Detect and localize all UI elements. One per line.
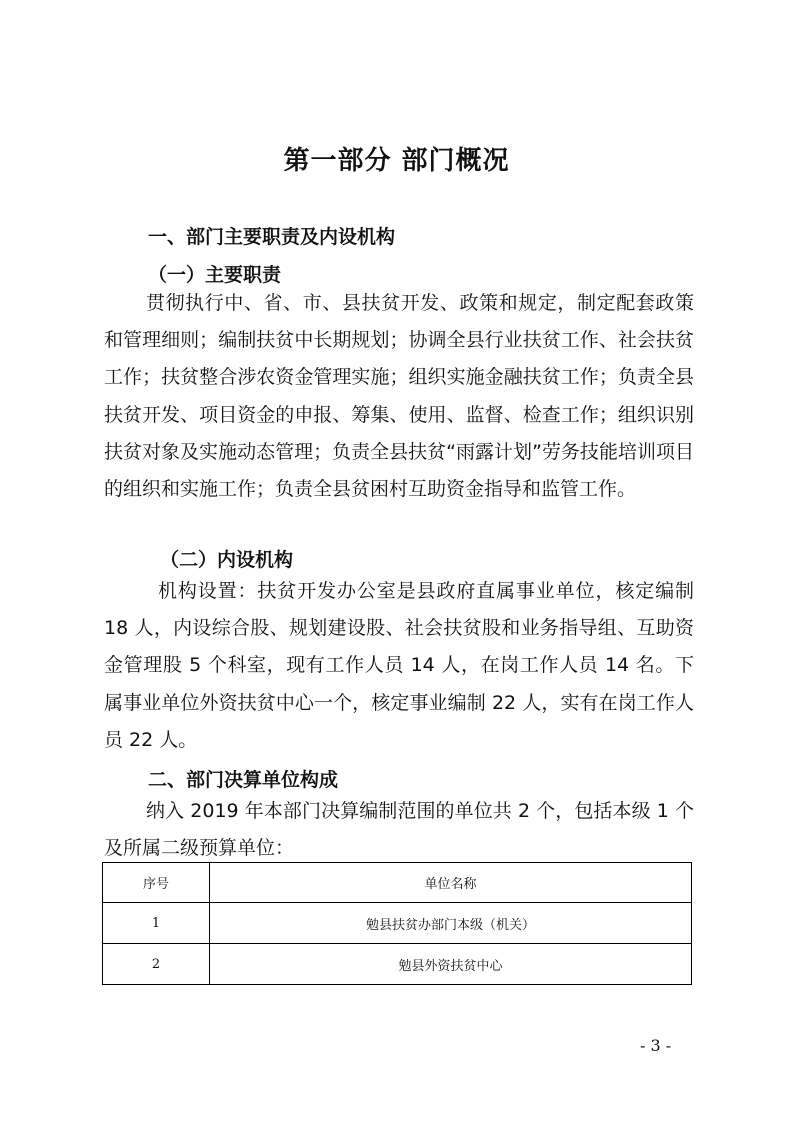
page-number: - 3 - xyxy=(640,1036,672,1055)
main-duties-paragraph: 贯彻执行中、省、市、县扶贫开发、政策和规定，制定配套政策和管理细则；编制扶贫中长期规划；协调全县行业扶贫工作、社会扶贫工作；扶贫整合涉农资金管理实施；组织实施金融扶贫工作；负责全县扶贫开发、项目资金的申报、筹集、使用、监督、检查工作；组织识别扶贫对象及实施动态管理；负责全县扶贫“雨露计划”劳务技能培训项目的组织和实施工作；负责全县贫困村互助资金指导和监管工作。 xyxy=(104,292,694,501)
column-header-unit-name: 单位名称 xyxy=(210,863,692,903)
section-heading-budget-units: 二、部门决算单位构成 xyxy=(148,769,339,791)
table-row xyxy=(103,903,692,944)
table-header-row xyxy=(103,863,692,903)
section-heading-duties-and-structure: 一、部门主要职责及内设机构 xyxy=(148,226,396,248)
table-cell-unit-name: 勉县扶贫办部门本级（机关） xyxy=(210,903,692,944)
subsection-heading-internal-structure: （二）内设机构 xyxy=(160,549,294,571)
page-title: 第一部分 部门概况 xyxy=(283,146,510,176)
table-row xyxy=(103,944,692,985)
budget-units-paragraph: 纳入 2019 年本部门决算编制范围的单位共 2 个，包括本级 1 个及所属二级预算单位： xyxy=(104,800,694,860)
subsection-heading-main-duties: （一）主要职责 xyxy=(148,264,282,286)
table-cell-unit-name: 勉县外资扶贫中心 xyxy=(210,944,692,985)
table-cell-index: 1 xyxy=(103,903,210,944)
internal-structure-paragraph: 机构设置：扶贫开发办公室是县政府直属事业单位，核定编制 18 人，内设综合股、规划建设股、社会扶贫股和业务指导组、互助资金管理股 5 个科室，现有工作人员 14 人，在岗工作人员 14 名。下属事业单位外资扶贫中心一个，核定事业编制 22 人，实有在岗工作人员 22 人。 xyxy=(104,580,694,751)
column-header-index: 序号 xyxy=(103,863,210,903)
table-cell-index: 2 xyxy=(103,944,210,985)
budget-units-table xyxy=(102,862,692,985)
